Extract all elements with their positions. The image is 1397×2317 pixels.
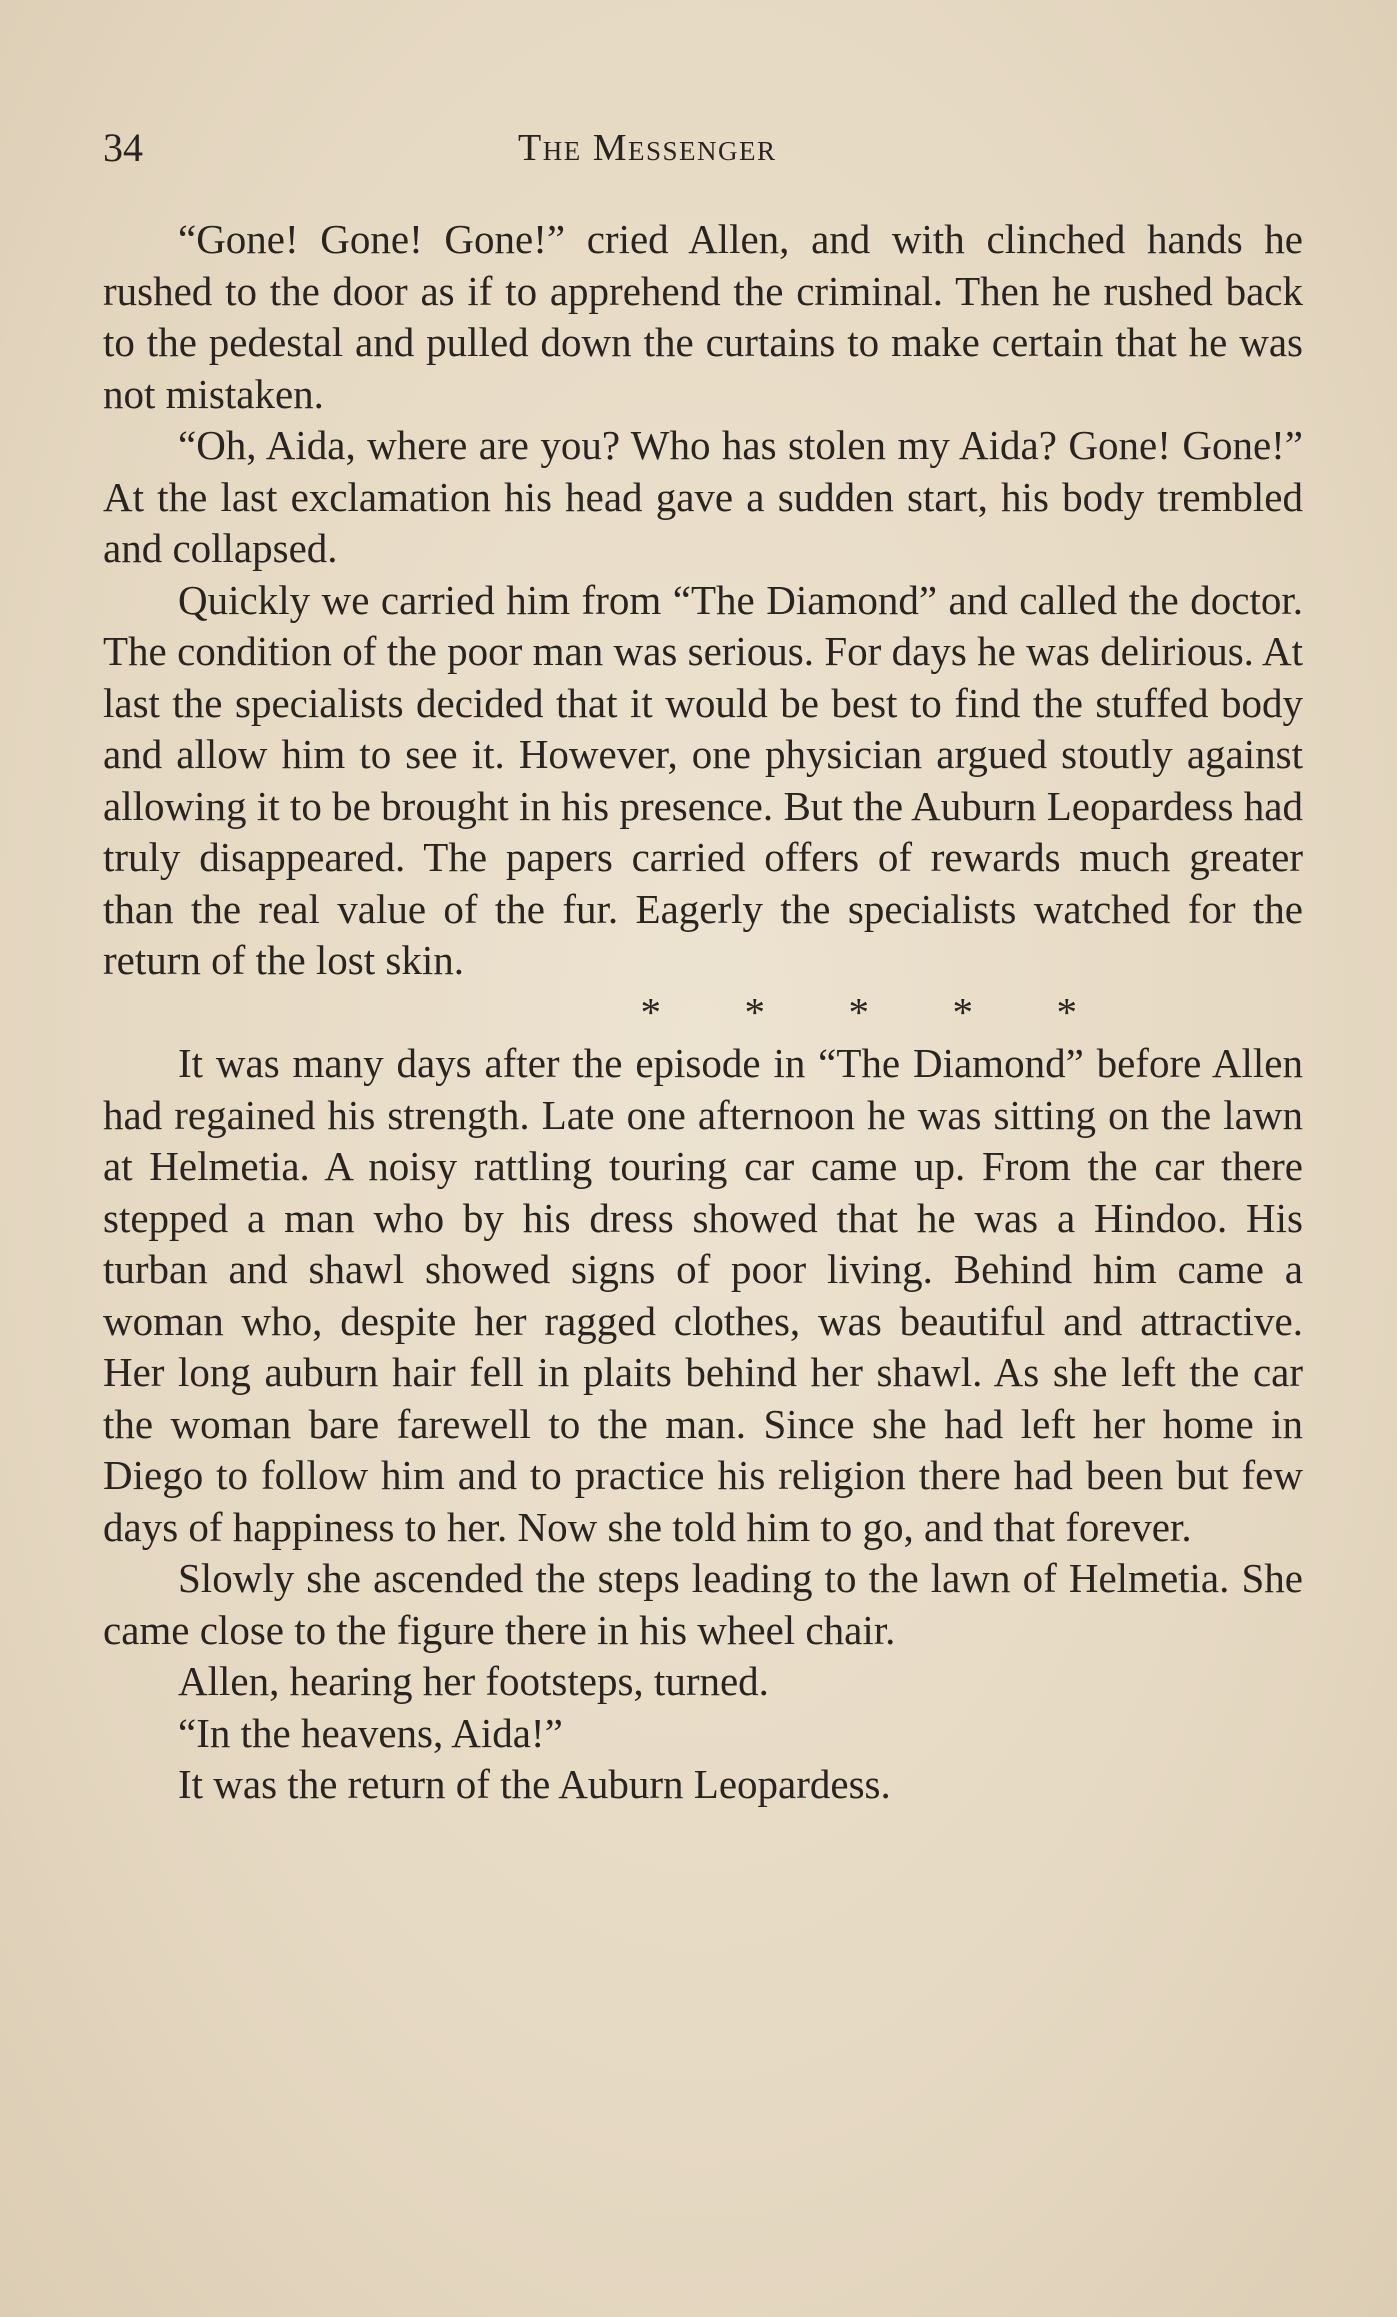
- separator-asterisk: *: [744, 988, 765, 1035]
- separator-asterisk: *: [848, 988, 869, 1035]
- paragraph: “Gone! Gone! Gone!” cried Allen, and with clinched hands he rushed to the door as if to apprehend the criminal. Then he rushed back to the pedestal and pulled down the curtains to make certain that he was not mistaken.: [103, 216, 1303, 417]
- separator-asterisk: *: [952, 988, 973, 1035]
- section-separator: [103, 987, 1303, 1039]
- paragraph: Slowly she ascended the steps leading to the lawn of Helmetia. She came close to the figure there in his wheel chair.: [103, 1555, 1303, 1653]
- paragraph: It was the return of the Auburn Leopardess.: [178, 1761, 891, 1807]
- body-text: [103, 214, 1303, 1811]
- paragraph: “In the heavens, Aida!”: [178, 1709, 563, 1756]
- page-header: [103, 118, 1303, 178]
- page-number: 34: [103, 125, 143, 170]
- running-head: The Messenger: [518, 127, 777, 169]
- paragraph: Quickly we carried him from “The Diamond” and called the doctor. The condition of the poor man was serious. For days he was delirious. At last the specialists decided that it would be best to find the stuffed body and allow him to see it. However, one physician argued stoutly against allowing it to be brought in his presence. But the Auburn Leopardess had truly disappeared. The papers carried offers of rewards much greater than the real value of the fur. Eagerly the specialists watched for the return of the lost skin.: [103, 576, 1303, 983]
- separator-asterisk: *: [1056, 988, 1077, 1035]
- paragraph: Allen, hearing her footsteps, turned.: [178, 1658, 769, 1704]
- separator-asterisk: *: [640, 988, 661, 1035]
- paragraph: It was many days after the episode in “The Diamond” before Allen had regained his strength. Late one afternoon he was sitting on the lawn at Helmetia. A noisy rattling touring car came up. From the car there stepped a man who by his dress showed that he was a Hindoo. His turban and shawl showed signs of poor living. Behind him came a woman who, despite her ragged clothes, was beautiful and attractive. Her long auburn hair fell in plaits behind her shawl. As she left the car the woman bare farewell to the man. Since she had left her home in Diego to follow him and to practice his religion there had been but few days of happiness to her. Now she told him to go, and that forever.: [103, 1040, 1303, 1550]
- paragraph: “Oh, Aida, where are you? Who has stolen my Aida? Gone! Gone!” At the last exclamation his head gave a sudden start, his body trembled and collapsed.: [103, 422, 1303, 571]
